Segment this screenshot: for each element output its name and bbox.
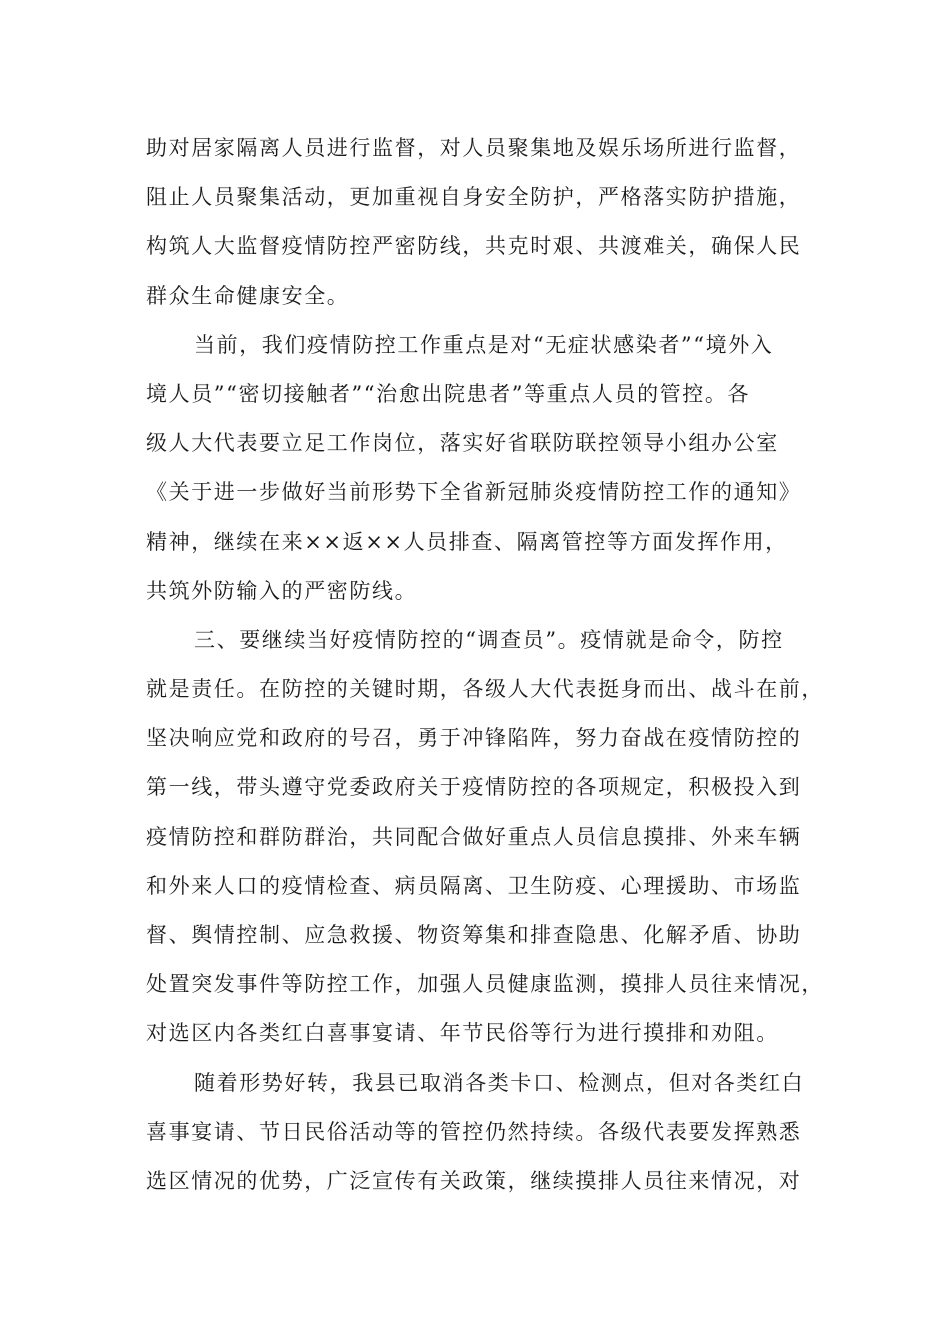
paragraph-2 <box>146 321 806 616</box>
text-line: 共筑外防输入的严密防线。 <box>146 578 418 603</box>
text-line: 处置突发事件等防控工作，加强人员健康监测，摸排人员往来情况， <box>146 972 824 997</box>
text-line: 三、要继续当好疫情防控的“调查员”。疫情就是命令，防控 <box>194 627 784 652</box>
text-line: 就是责任。在防控的关键时期，各级人大代表挺身而出、战斗在前， <box>146 677 824 702</box>
text-line: 和外来人口的疫情检查、病员隔离、卫生防疫、心理援助、市场监 <box>146 873 802 898</box>
text-line: 当前，我们疫情防控工作重点是对“无症状感染者”“境外入 <box>194 332 774 357</box>
text-line: 级人大代表要立足工作岗位，落实好省联防联控领导小组办公室 <box>146 431 779 456</box>
text-line: 群众生命健康安全。 <box>146 283 350 308</box>
paragraph-1 <box>146 124 806 321</box>
paragraph-3 <box>146 616 824 1059</box>
text-line: 构筑人大监督疫情防控严密防线，共克时艰、共渡难关，确保人民 <box>146 234 802 259</box>
text-line: 随着形势好转，我县已取消各类卡口、检测点，但对各类红白 <box>194 1070 805 1095</box>
text-line: 选区情况的优势，广泛宣传有关政策，继续摸排人员往来情况，对 <box>146 1168 802 1193</box>
text-line: 精神，继续在来××返××人员排查、隔离管控等方面发挥作用， <box>146 529 788 554</box>
text-line: 阻止人员聚集活动，更加重视自身安全防护，严格落实防护措施， <box>146 185 802 210</box>
text-line: 督、舆情控制、应急救援、物资筹集和排查隐患、化解矛盾、协助 <box>146 923 802 947</box>
paragraph-4 <box>146 1059 806 1207</box>
text-line: 《关于进一步做好当前形势下全省新冠肺炎疫情防控工作的通知》 <box>146 480 802 505</box>
text-line: 疫情防控和群防群治，共同配合做好重点人员信息摸排、外来车辆 <box>146 824 802 849</box>
text-line: 境人员”“密切接触者”“治愈出院患者”等重点人员的管控。各 <box>146 381 751 406</box>
text-line: 助对居家隔离人员进行监督，对人员聚集地及娱乐场所进行监督， <box>146 136 802 160</box>
text-line: 第一线，带头遵守党委政府关于疫情防控的各项规定，积极投入到 <box>146 775 802 800</box>
document-body <box>146 124 824 1206</box>
text-line: 坚决响应党和政府的号召，勇于冲锋陷阵，努力奋战在疫情防控的 <box>146 726 802 751</box>
text-line: 对选区内各类红白喜事宴请、年节民俗等行为进行摸排和劝阻。 <box>146 1021 779 1046</box>
text-line: 喜事宴请、节日民俗活动等的管控仍然持续。各级代表要发挥熟悉 <box>146 1119 802 1144</box>
